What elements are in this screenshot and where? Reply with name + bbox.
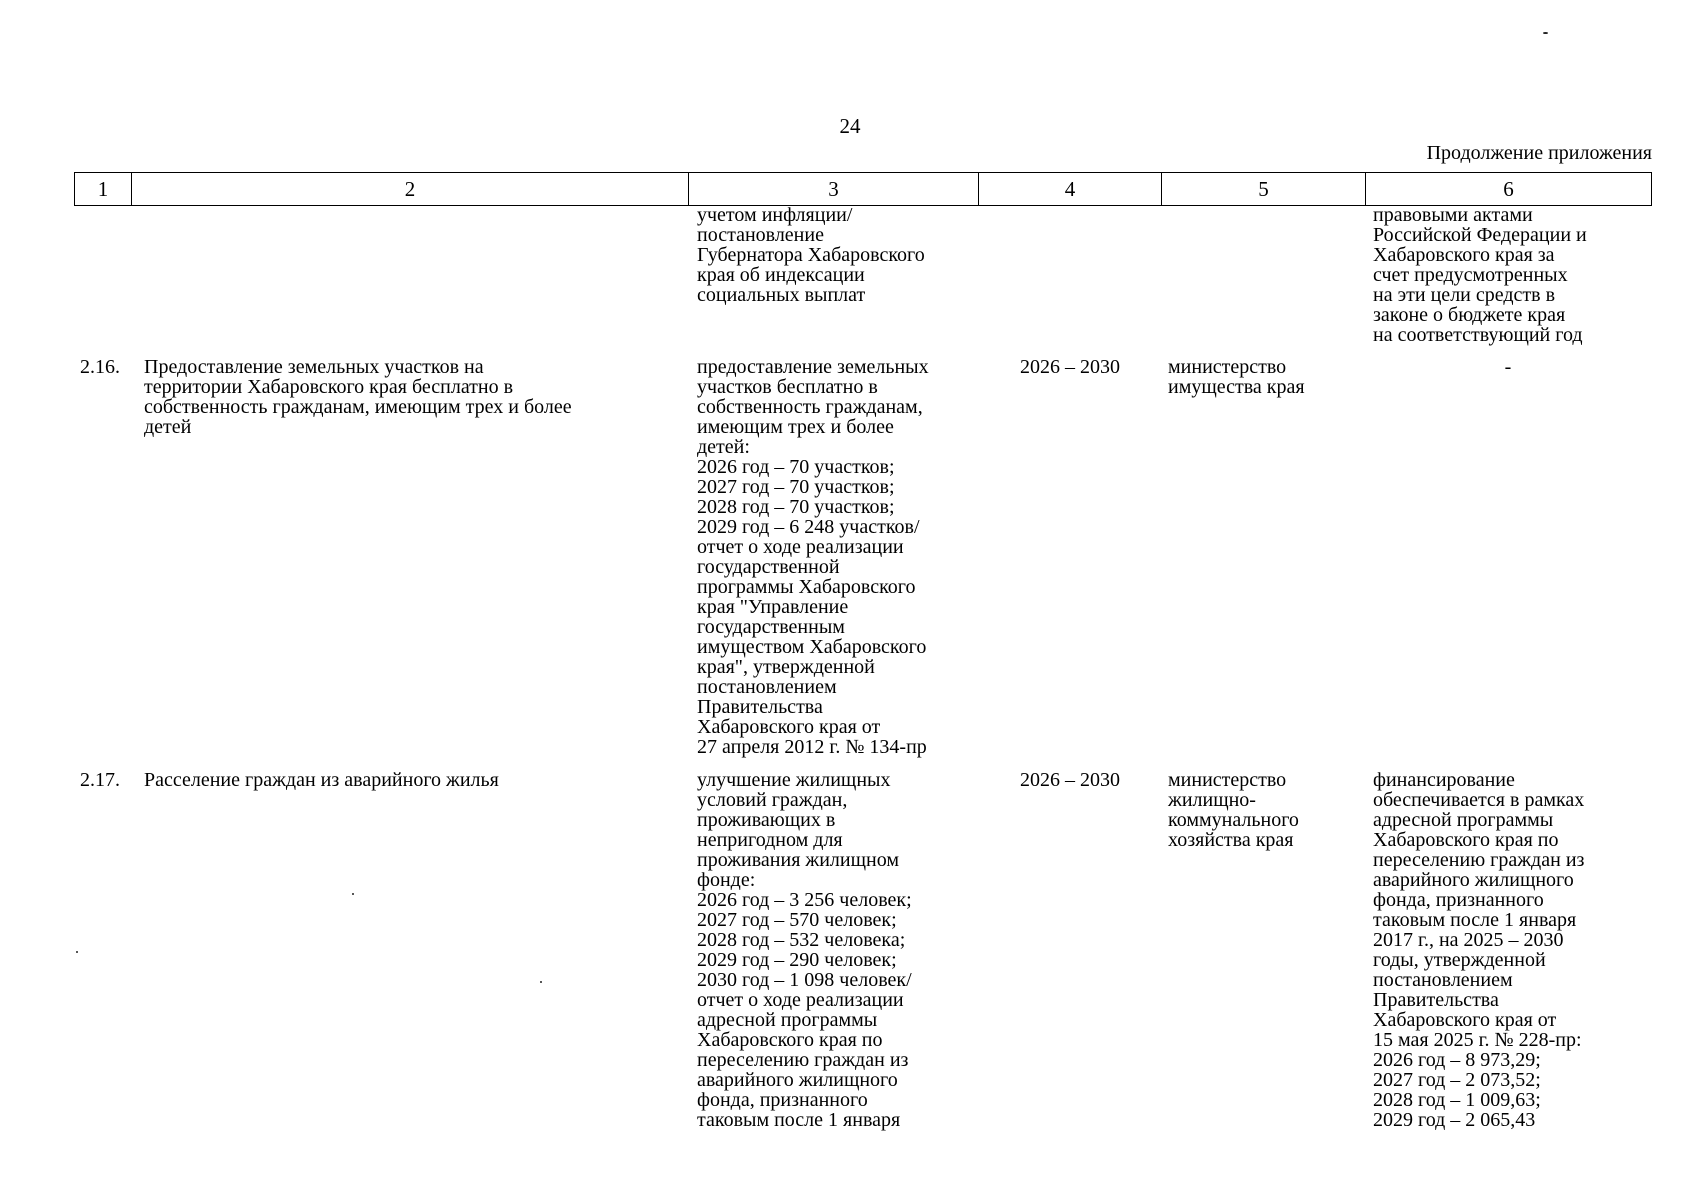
row-2-17-number: 2.17. (80, 769, 120, 791)
header-col-6: 6 (1503, 177, 1514, 201)
scan-speck (1543, 32, 1548, 34)
header-col-2: 2 (132, 173, 689, 205)
scan-speck (76, 951, 78, 953)
continued-row-source: правовыми актами Российской Федерации и Хабаровского края за счет предусмотренных на эти цели средств в законе о бюджете края на соответствующий год (1373, 204, 1587, 346)
header-col-1: 1 (75, 173, 132, 205)
header-col-5: 5 (1162, 173, 1366, 205)
row-2-16-executor: министерство имущества края (1168, 356, 1305, 398)
row-2-17-result: улучшение жилищных условий граждан, проживающих в непригодном для проживания жилищном фонде: 2026 год – 3 256 человек; 2027 год – 570 человек; 2028 год – 532 человека; 2029 год – 290 человек; 2030 год – 1 098 человек/ отчет о ходе реализации адресной программы Хабаровского края по переселению граждан из аварийного жилищного фонда, признанного таковым после 1 января (697, 769, 912, 1131)
header-col-4: 4 (979, 173, 1162, 205)
row-2-16-source: - (1504, 356, 1512, 378)
scan-speck (540, 981, 542, 983)
row-2-16-result: предоставление земельных участков бесплатно в собственность гражданам, имеющим трех и более детей: 2026 год – 70 участков; 2027 год – 70 участков; 2028 год – 70 участков; 2029 год – 6 248 участков/ отчет о ходе реализации государственной программы Хабаровского края "Управление государственным имуществом Хабаровского края", утвержденной постановлением Правительства Хабаровского края от 27 апреля 2012 г. № 134-пр (697, 356, 929, 758)
page-number: 24 (839, 114, 861, 138)
scan-speck (352, 893, 354, 895)
row-2-17-executor: министерство жилищно- коммунального хозяйства края (1168, 769, 1299, 851)
row-2-17-source: финансирование обеспечивается в рамках адресной программы Хабаровского края по переселению граждан из аварийного жилищного фонда, признанного таковым после 1 января 2017 г., на 2025 – 2030 годы, утвержденной постановлением Правительства Хабаровского края от 15 мая 2025 г. № 228-пр: 2026 год – 8 973,29; 2027 год – 2 073,52; 2028 год – 1 009,63; 2029 год – 2 065,43 (1373, 769, 1585, 1131)
row-2-17-period: 2026 – 2030 (1020, 769, 1120, 791)
continued-row-result: учетом инфляции/ постановление Губернатора Хабаровского края об индексации социальных выплат (697, 204, 925, 306)
row-2-16-name: Предоставление земельных участков на территории Хабаровского края бесплатно в собственность гражданам, имеющим трех и более детей (144, 356, 572, 438)
continuation-label: Продолжение приложения (1426, 142, 1652, 164)
header-col-3: 3 (689, 173, 979, 205)
row-2-16-period: 2026 – 2030 (1020, 356, 1120, 378)
row-2-17-name: Расселение граждан из аварийного жилья (144, 769, 499, 791)
row-2-16-number: 2.16. (80, 356, 120, 378)
table-header (74, 172, 1652, 206)
